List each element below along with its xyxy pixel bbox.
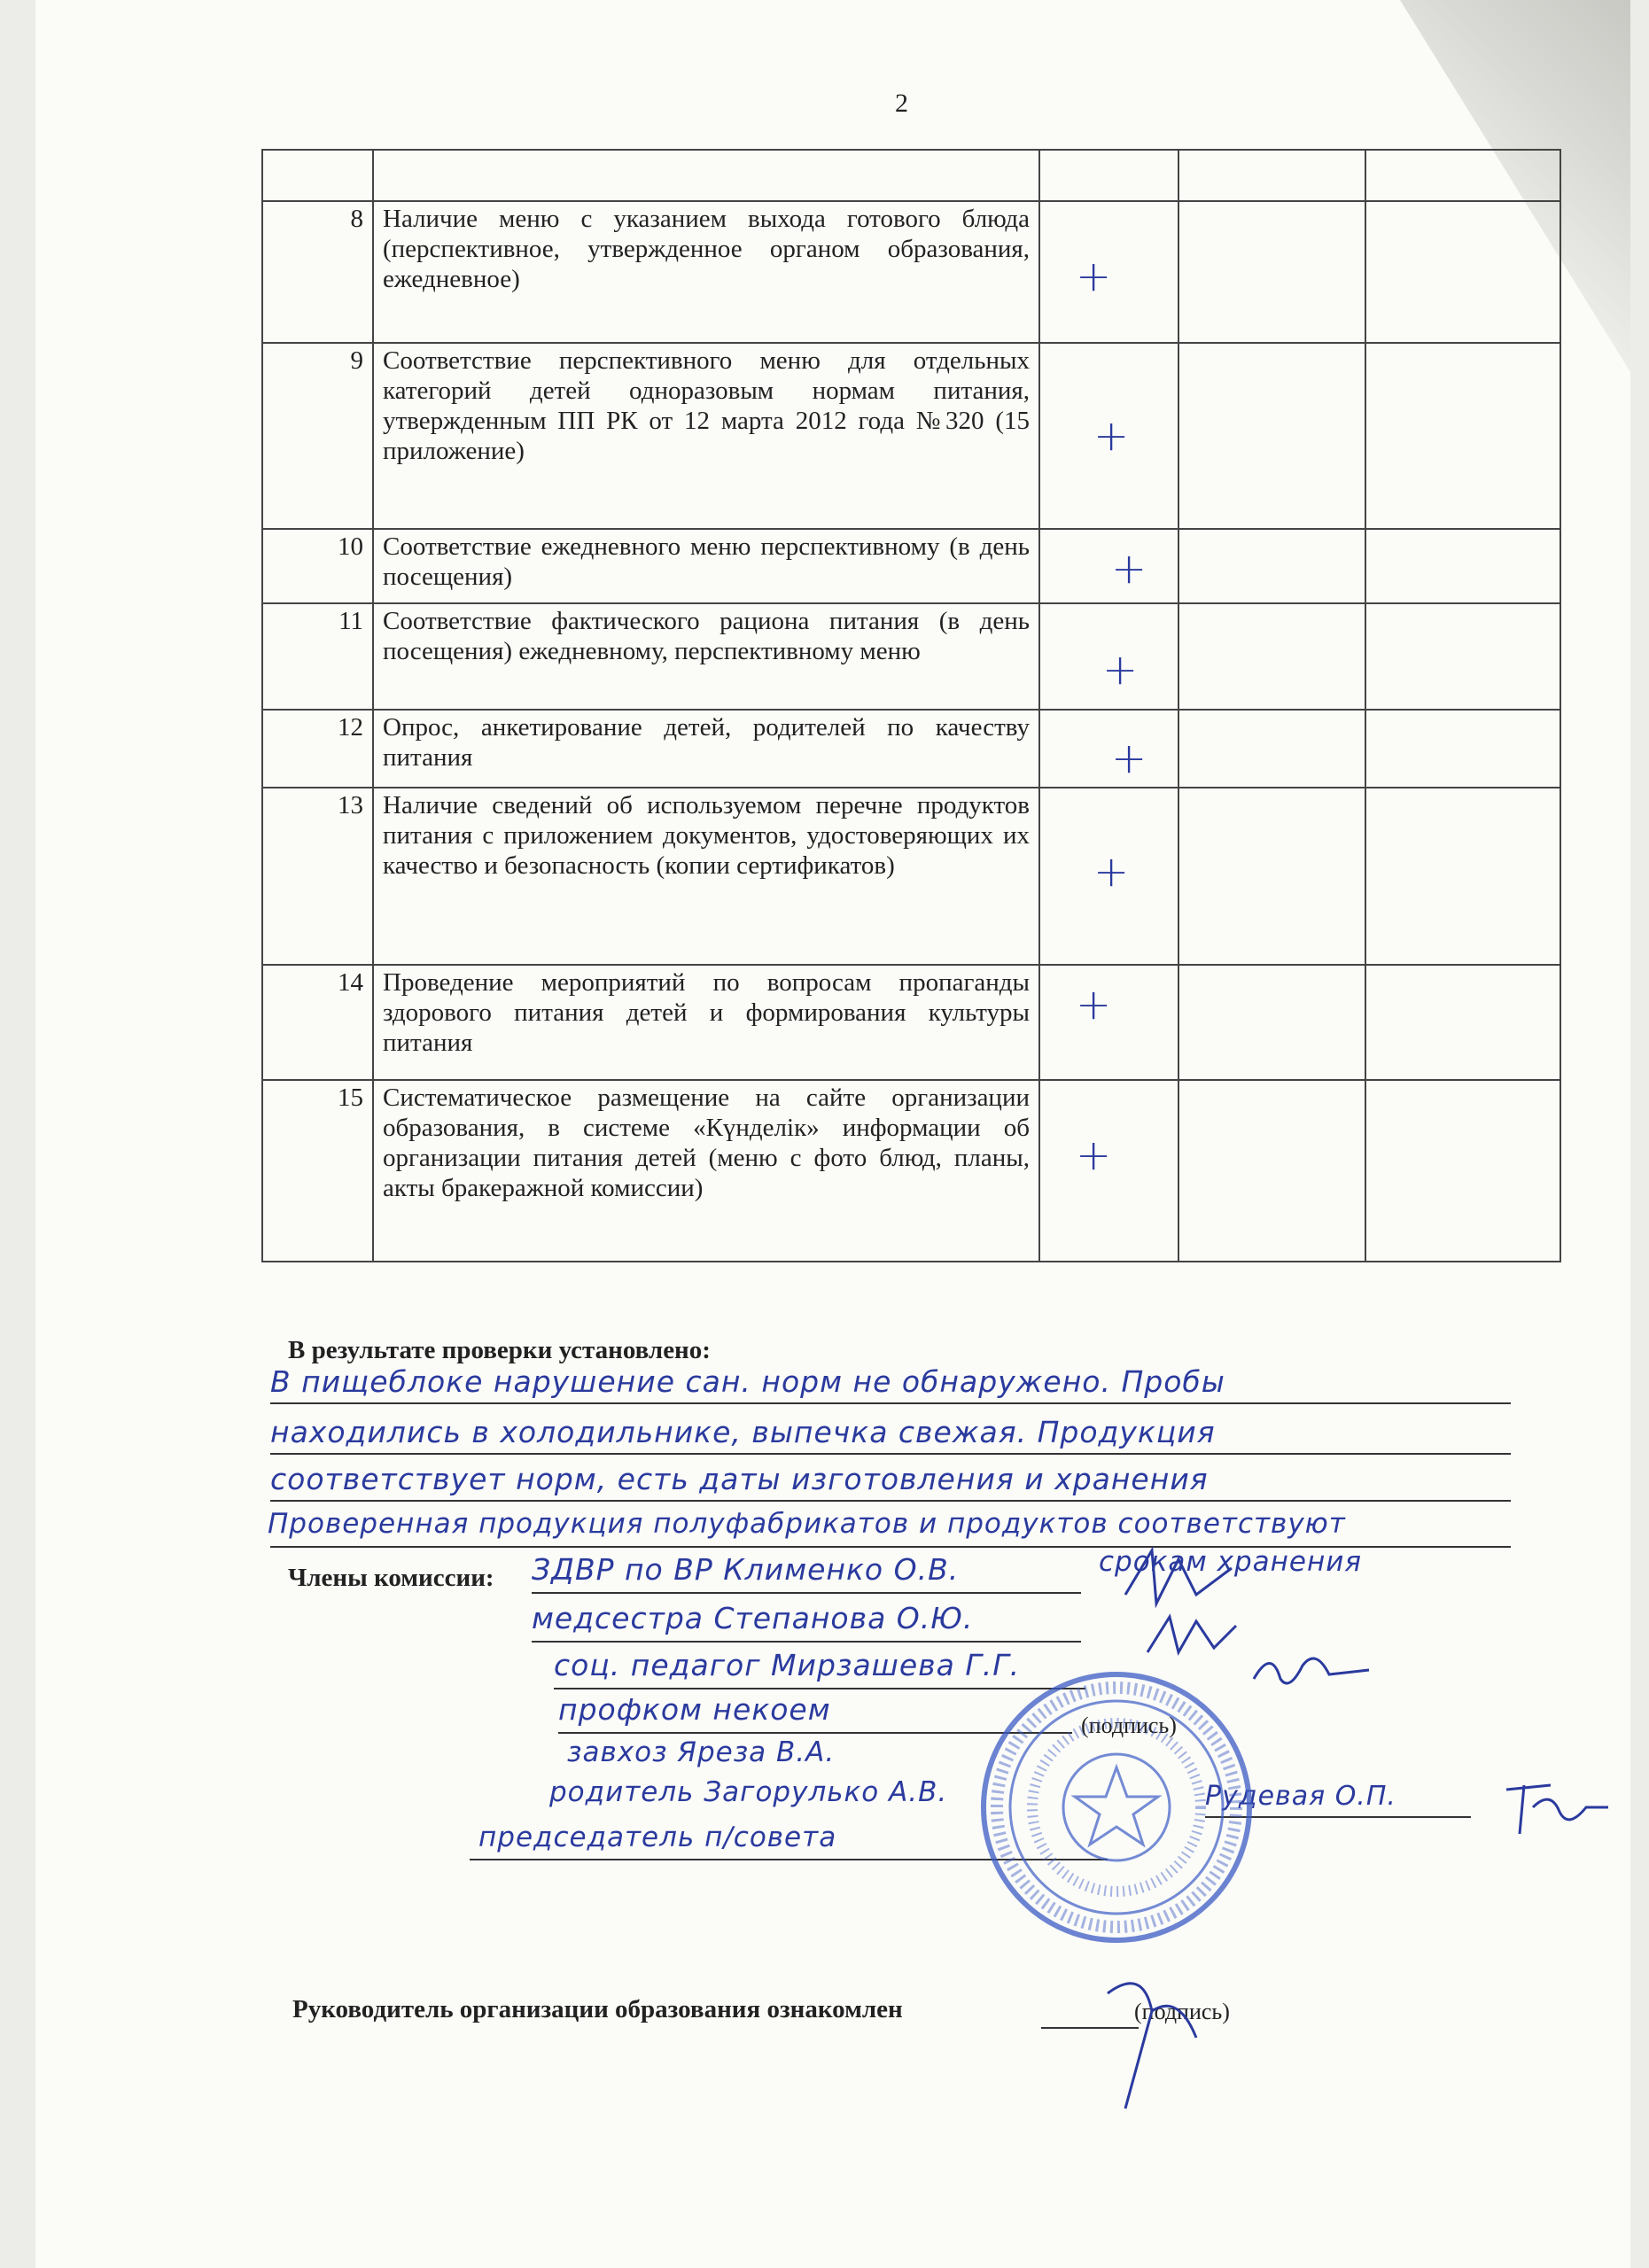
table-row: [262, 788, 1560, 965]
member-entry: Рудевая О.П.: [1205, 1781, 1396, 1812]
member-entry: завхоз Яреза В.А.: [567, 1736, 836, 1768]
row-number: 13: [262, 788, 373, 965]
plus-mark: +: [1111, 734, 1147, 783]
table-row: [262, 965, 1560, 1080]
member-entry: родитель Загорулько А.В.: [549, 1776, 948, 1808]
table-row: [262, 1080, 1560, 1262]
member-entry: медсестра Степанова О.Ю.: [532, 1601, 974, 1635]
signature-scribble: [1116, 1542, 1241, 1612]
result-line: В пищеблоке нарушение сан. норм не обнаружено. Пробы: [270, 1364, 1225, 1399]
row-number: 14: [262, 965, 373, 1080]
row-criterion: Наличие меню с указанием выхода готового блюда (перспективное, утвержденное органом образования, ежедневное): [373, 201, 1039, 343]
document-page: [35, 0, 1630, 2268]
underline: [270, 1402, 1511, 1404]
members-label: Члены комиссии:: [288, 1564, 494, 1592]
result-line: соответствует норм, есть даты изготовления и хранения: [270, 1462, 1209, 1496]
plus-mark: +: [1076, 980, 1112, 1029]
official-stamp: [975, 1666, 1258, 1949]
result-line: срокам хранения: [1099, 1546, 1363, 1578]
signature-scribble: [1249, 1643, 1373, 1697]
head-label: Руководитель организации образования ознакомлен: [292, 1995, 903, 2023]
plus-mark: +: [1102, 645, 1139, 695]
table-row: [262, 529, 1560, 603]
result-line: Проверенная продукция полуфабрикатов и продуктов соответствуют: [268, 1508, 1346, 1540]
row-number: 15: [262, 1080, 373, 1262]
member-entry: профком некоем: [558, 1692, 831, 1727]
row-number: 8: [262, 201, 373, 343]
page-number: 2: [895, 89, 908, 118]
underline: [532, 1592, 1081, 1594]
result-label: В результате проверки установлено:: [288, 1336, 711, 1364]
signature-scribble: [1497, 1772, 1613, 1843]
table-row: [262, 201, 1560, 343]
result-line: находились в холодильнике, выпечка свежая. Продукция: [270, 1415, 1216, 1449]
signature-scribble: [1143, 1608, 1241, 1661]
plus-mark: +: [1076, 1130, 1112, 1180]
signature-note: (подпись): [1134, 1999, 1230, 2024]
row-criterion: Соответствие фактического рациона питания (в день посещения) ежедневному, перспективному меню: [373, 603, 1039, 710]
table-row: [262, 603, 1560, 710]
plus-mark: +: [1093, 411, 1130, 461]
row-criterion: Опрос, анкетирование детей, родителей по качеству питания: [373, 710, 1039, 788]
row-number: 9: [262, 343, 373, 529]
row-criterion: Проведение мероприятий по вопросам пропаганды здорового питания детей и формирования культуры питания: [373, 965, 1039, 1080]
row-number: 11: [262, 603, 373, 710]
signature-scribble: [1090, 1958, 1214, 2117]
member-entry: соц. педагог Мирзашева Г.Г.: [554, 1648, 1021, 1682]
member-entry: ЗДВР по ВР Клименко О.В.: [532, 1552, 960, 1587]
underline: [270, 1453, 1511, 1455]
underline: [270, 1500, 1511, 1502]
row-number: 10: [262, 529, 373, 603]
member-entry: председатель п/совета: [478, 1821, 837, 1853]
plus-mark: +: [1076, 252, 1112, 301]
table-header-row: [262, 150, 1560, 201]
underline: [532, 1641, 1081, 1643]
row-criterion: Соответствие перспективного меню для отдельных категорий детей одноразовым нормам питания, утвержденным ПП РК от 12 марта 2012 года №320 (15 приложение): [373, 343, 1039, 529]
row-number: 12: [262, 710, 373, 788]
row-criterion: Наличие сведений об используемом перечне продуктов питания с приложением документов, удостоверяющих их качество и безопасность (копии сертификатов): [373, 788, 1039, 965]
plus-mark: +: [1093, 847, 1130, 897]
signature-note: (подпись): [1081, 1713, 1177, 1738]
row-criterion: Систематическое размещение на сайте организации образования, в системе «Күнделік» информации об организации питания детей (меню с фото блюд, планы, акты бракеражной комиссии): [373, 1080, 1039, 1262]
table-row: [262, 710, 1560, 788]
plus-mark: +: [1111, 544, 1147, 594]
row-criterion: Соответствие ежедневного меню перспективному (в день посещения): [373, 529, 1039, 603]
checklist-table: [261, 149, 1561, 1262]
table-row: [262, 343, 1560, 529]
